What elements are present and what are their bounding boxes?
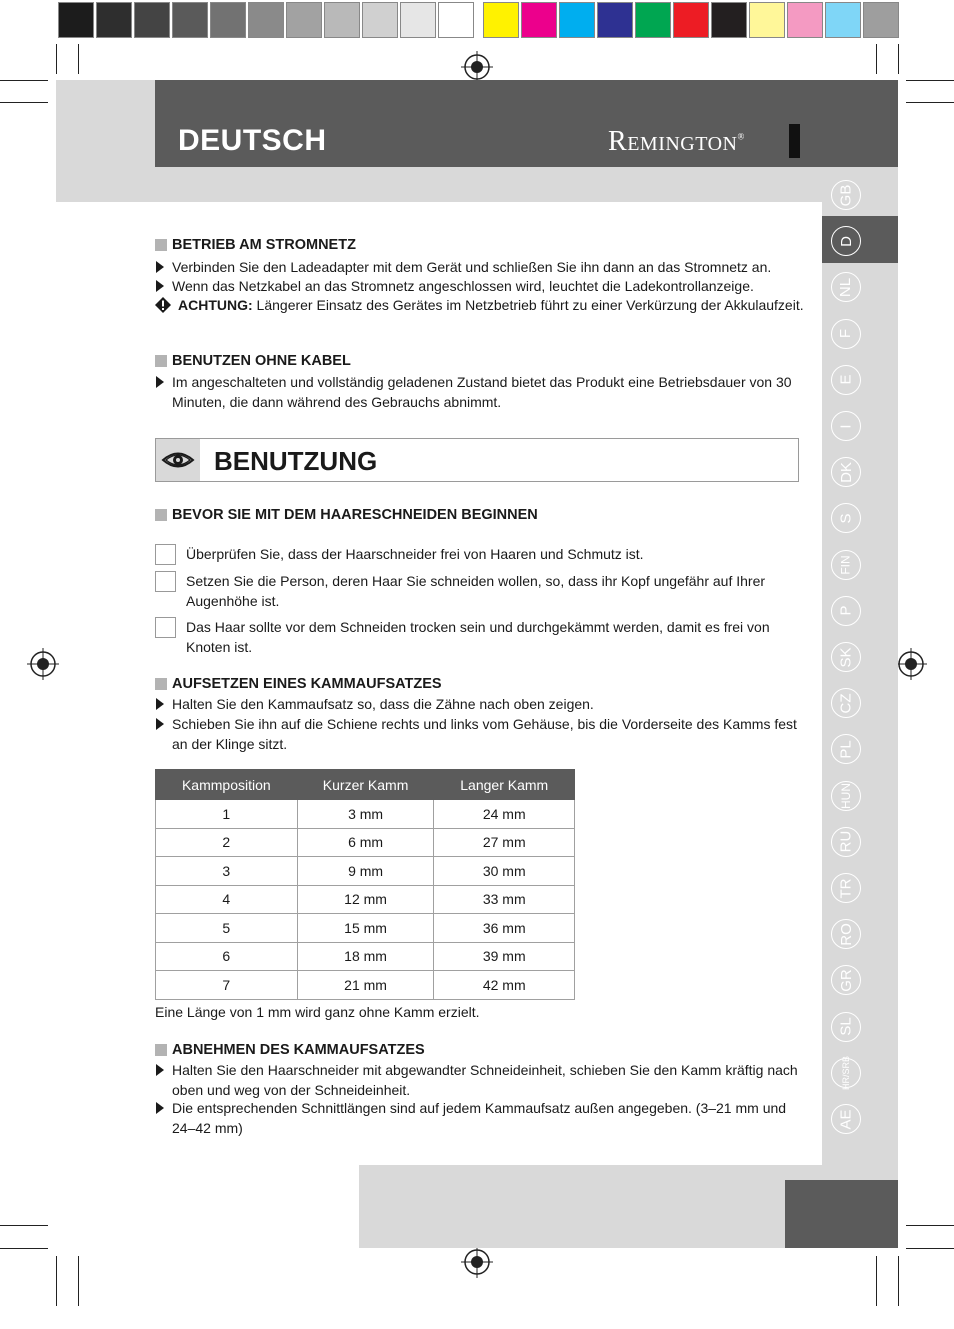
gray-swatch [58,2,94,38]
language-tab-label: HR/SRB [841,1055,852,1090]
crop-mark [898,44,899,74]
language-tab-e[interactable] [831,365,861,395]
checkbox[interactable] [155,544,176,565]
logo-bar [789,124,800,158]
color-swatch [521,2,557,38]
table-cell: 18 mm [297,942,434,971]
section-heading [155,1042,425,1058]
bullet-text: Im angeschalteten und vollständig geladenen Zustand bietet das Produkt eine Betriebsdauer von 30 Minuten, die dann während des Gebrauchs abnimmt. [172,374,792,410]
triangle-bullet-icon [156,1102,164,1114]
table-cell: 33 mm [434,885,575,914]
section-heading [155,676,442,692]
language-tab-dk[interactable] [831,457,861,487]
table-cell: 9 mm [297,857,434,886]
bullet-item [155,257,805,277]
gray-swatch-row [58,2,476,38]
table-cell: 42 mm [434,971,575,1000]
crop-mark [78,44,79,74]
bullet-text: Verbinden Sie den Ladeadapter mit dem Gerät und schließen Sie ihn dann an das Stromnetz an. [172,259,772,275]
color-swatch [673,2,709,38]
checklist-text: Das Haar sollte vor dem Schneiden trocken sein und durchgekämmt werden, damit es frei von Knoten ist. [186,619,770,655]
table-cell: 3 mm [297,800,434,829]
bullet-item [155,694,805,714]
table-cell: 27 mm [434,828,575,857]
language-tab-hr-srb[interactable] [831,1055,861,1090]
color-swatch [749,2,785,38]
gray-swatch [96,2,132,38]
heading-square-icon [155,678,167,690]
registration-mark-icon [461,51,493,83]
checklist-text: Überprüfen Sie, dass der Haarschneider frei von Haaren und Schmutz ist. [186,546,644,562]
section-heading [155,237,356,253]
language-tab-ae[interactable] [831,1104,861,1134]
bullet-item [155,372,805,412]
crop-mark [906,80,954,81]
table-cell: 6 mm [297,828,434,857]
color-swatch [483,2,519,38]
gray-swatch [438,2,474,38]
gray-swatch [172,2,208,38]
language-tab-p[interactable] [831,596,861,626]
table-cell: 5 [156,914,298,943]
table-row [156,800,575,829]
crop-mark [876,44,877,74]
table-cell: 36 mm [434,914,575,943]
crop-mark [78,1256,79,1306]
section-heading [155,353,351,369]
triangle-bullet-icon [156,376,164,388]
gray-swatch [210,2,246,38]
table-header-cell: Langer Kamm [434,770,575,800]
language-tab-sl[interactable] [831,1012,861,1042]
warning-icon [155,297,171,313]
bullet-item [155,1098,805,1138]
crop-mark [906,1225,954,1226]
comb-length-table [155,769,575,1000]
language-tab-ru[interactable] [831,827,861,857]
table-cell: 21 mm [297,971,434,1000]
language-tab-label: PL [837,740,855,759]
section-heading [155,507,538,523]
bullet-text: Halten Sie den Haarschneider mit abgewandter Schneideinheit, schieben Sie den Kamm kräftig nach oben und weg von der Schneideinheit. [172,1062,798,1098]
table-cell: 1 [156,800,298,829]
language-tab-f[interactable] [831,319,861,349]
language-tab-label: CZ [837,693,855,714]
language-tab-tr[interactable] [831,873,861,903]
language-tab-i[interactable] [831,411,861,441]
warning-label: ACHTUNG: [178,297,253,313]
heading-square-icon [155,509,167,521]
heading-square-icon [155,239,167,251]
heading-text: BETRIEB AM STROMNETZ [172,237,356,253]
table-header-row [156,770,575,800]
table-cell: 7 [156,971,298,1000]
registration-mark-icon [461,1246,493,1278]
benutzung-section-header [155,438,799,482]
gray-swatch [248,2,284,38]
gray-swatch [400,2,436,38]
checklist-item [155,544,805,564]
checklist-text: Setzen Sie die Person, deren Haar Sie schneiden wollen, so, dass ihr Kopf ungefähr auf Ihrer Augenhöhe ist. [186,573,766,609]
note-text: Eine Länge von 1 mm wird ganz ohne Kamm erzielt. [155,1004,480,1020]
language-tab-label: FIN [839,554,853,575]
color-swatch [787,2,823,38]
warning-item [155,295,805,315]
checkbox[interactable] [155,617,176,638]
heading-text: BENUTZEN OHNE KABEL [172,353,351,369]
warning-text: Längerer Einsatz des Gerätes im Netzbetrieb führt zu einer Verkürzung der Akkulaufzeit. [252,297,804,313]
triangle-bullet-icon [156,280,164,292]
language-tab-label: DK [837,461,855,483]
language-tab-label: SL [837,1017,855,1036]
language-tab-label: D [837,235,855,247]
heading-square-icon [155,355,167,367]
table-row [156,885,575,914]
gray-swatch [362,2,398,38]
color-swatch [863,2,899,38]
language-tab-label: E [837,374,855,385]
benutzung-title: BENUTZUNG [214,446,378,476]
remington-logo [608,126,745,158]
crop-mark [0,102,48,103]
table-cell: 39 mm [434,942,575,971]
language-tab-label: I [837,423,855,429]
language-tab-label: GB [837,184,855,206]
table-cell: 24 mm [434,800,575,829]
table-cell: 12 mm [297,885,434,914]
table-cell: 2 [156,828,298,857]
crop-mark [0,80,48,81]
language-tab-label: P [837,605,855,616]
crop-mark [56,44,57,74]
triangle-bullet-icon [156,261,164,273]
heading-text: AUFSETZEN EINES KAMMAUFSATZES [172,676,442,692]
eye-icon [156,439,200,481]
table-cell: 6 [156,942,298,971]
bullet-text: Schieben Sie ihn auf die Schiene rechts und links vom Gehäuse, bis die Vorderseite des Kamms fest an der Klinge sitzt. [172,716,797,752]
language-tab-label: HUN [839,782,853,809]
registration-mark-icon [27,648,59,680]
color-swatch [825,2,861,38]
color-swatch [597,2,633,38]
checklist-item [155,617,805,657]
crop-mark [898,1256,899,1306]
heading-text: ABNEHMEN DES KAMMAUFSATZES [172,1042,425,1058]
language-tab-label: NL [837,277,855,297]
triangle-bullet-icon [156,1064,164,1076]
gray-swatch [324,2,360,38]
table-cell: 15 mm [297,914,434,943]
language-tab-d[interactable] [831,226,861,256]
language-tab-hun[interactable] [831,781,861,811]
bullet-text: Wenn das Netzkabel an das Stromnetz angeschlossen wird, leuchtet die Ladekontrollanzeige. [172,278,754,294]
bullet-text: Die entsprechenden Schnittlängen sind auf jedem Kammaufsatz außen angegeben. (3–21 mm und 24–42 mm) [172,1100,787,1136]
language-tab-label: F [837,329,855,339]
bullet-item [155,276,805,296]
color-swatch [711,2,747,38]
heading-text: BEVOR SIE MIT DEM HAARESCHNEIDEN BEGINNEN [172,507,538,523]
language-tab-gb[interactable] [831,180,861,210]
language-tab-ro[interactable] [831,919,861,949]
language-tab-label: TR [837,878,855,898]
page-title: DEUTSCH [178,124,327,157]
bullet-item [155,1060,805,1100]
language-tab-label: SK [837,646,855,668]
language-tab-label: RU [837,830,855,853]
crop-mark [0,1225,48,1226]
language-tab-label: RO [837,922,855,946]
checkbox[interactable] [155,571,176,592]
table-header-cell: Kammposition [156,770,298,800]
table-cell: 4 [156,885,298,914]
color-swatch [559,2,595,38]
language-tab-label: AE [837,1108,855,1130]
bullet-text: Halten Sie den Kammaufsatz so, dass die Zähne nach oben zeigen. [172,696,594,712]
gray-swatch [286,2,322,38]
eye-icon-box [156,439,200,481]
bullet-item [155,714,805,754]
crop-mark [906,1248,954,1249]
language-tab-label: S [837,513,855,524]
table-row [156,857,575,886]
crop-mark [0,1248,48,1249]
language-tab-label: GR [837,969,855,992]
color-swatch-row [483,2,901,38]
table-header-cell: Kurzer Kamm [297,770,434,800]
table-cell: 3 [156,857,298,886]
logo-initial: R [608,126,628,157]
crop-mark [906,102,954,103]
color-swatch [635,2,671,38]
table-row [156,942,575,971]
table-row [156,828,575,857]
gray-swatch [134,2,170,38]
table-row [156,971,575,1000]
crop-mark [56,1256,57,1306]
checklist-item [155,571,805,611]
triangle-bullet-icon [156,698,164,710]
footer-page-block [785,1180,898,1248]
language-tab-cz[interactable] [831,688,861,718]
triangle-bullet-icon [156,718,164,730]
heading-square-icon [155,1044,167,1056]
language-tab-sk[interactable] [831,642,861,672]
table-cell: 30 mm [434,857,575,886]
logo-registered-mark: ® [737,131,745,142]
language-tab-fin[interactable] [831,550,861,580]
logo-rest: EMINGTON [627,133,738,155]
table-row [156,914,575,943]
crop-mark [876,1256,877,1306]
registration-mark-icon [895,648,927,680]
